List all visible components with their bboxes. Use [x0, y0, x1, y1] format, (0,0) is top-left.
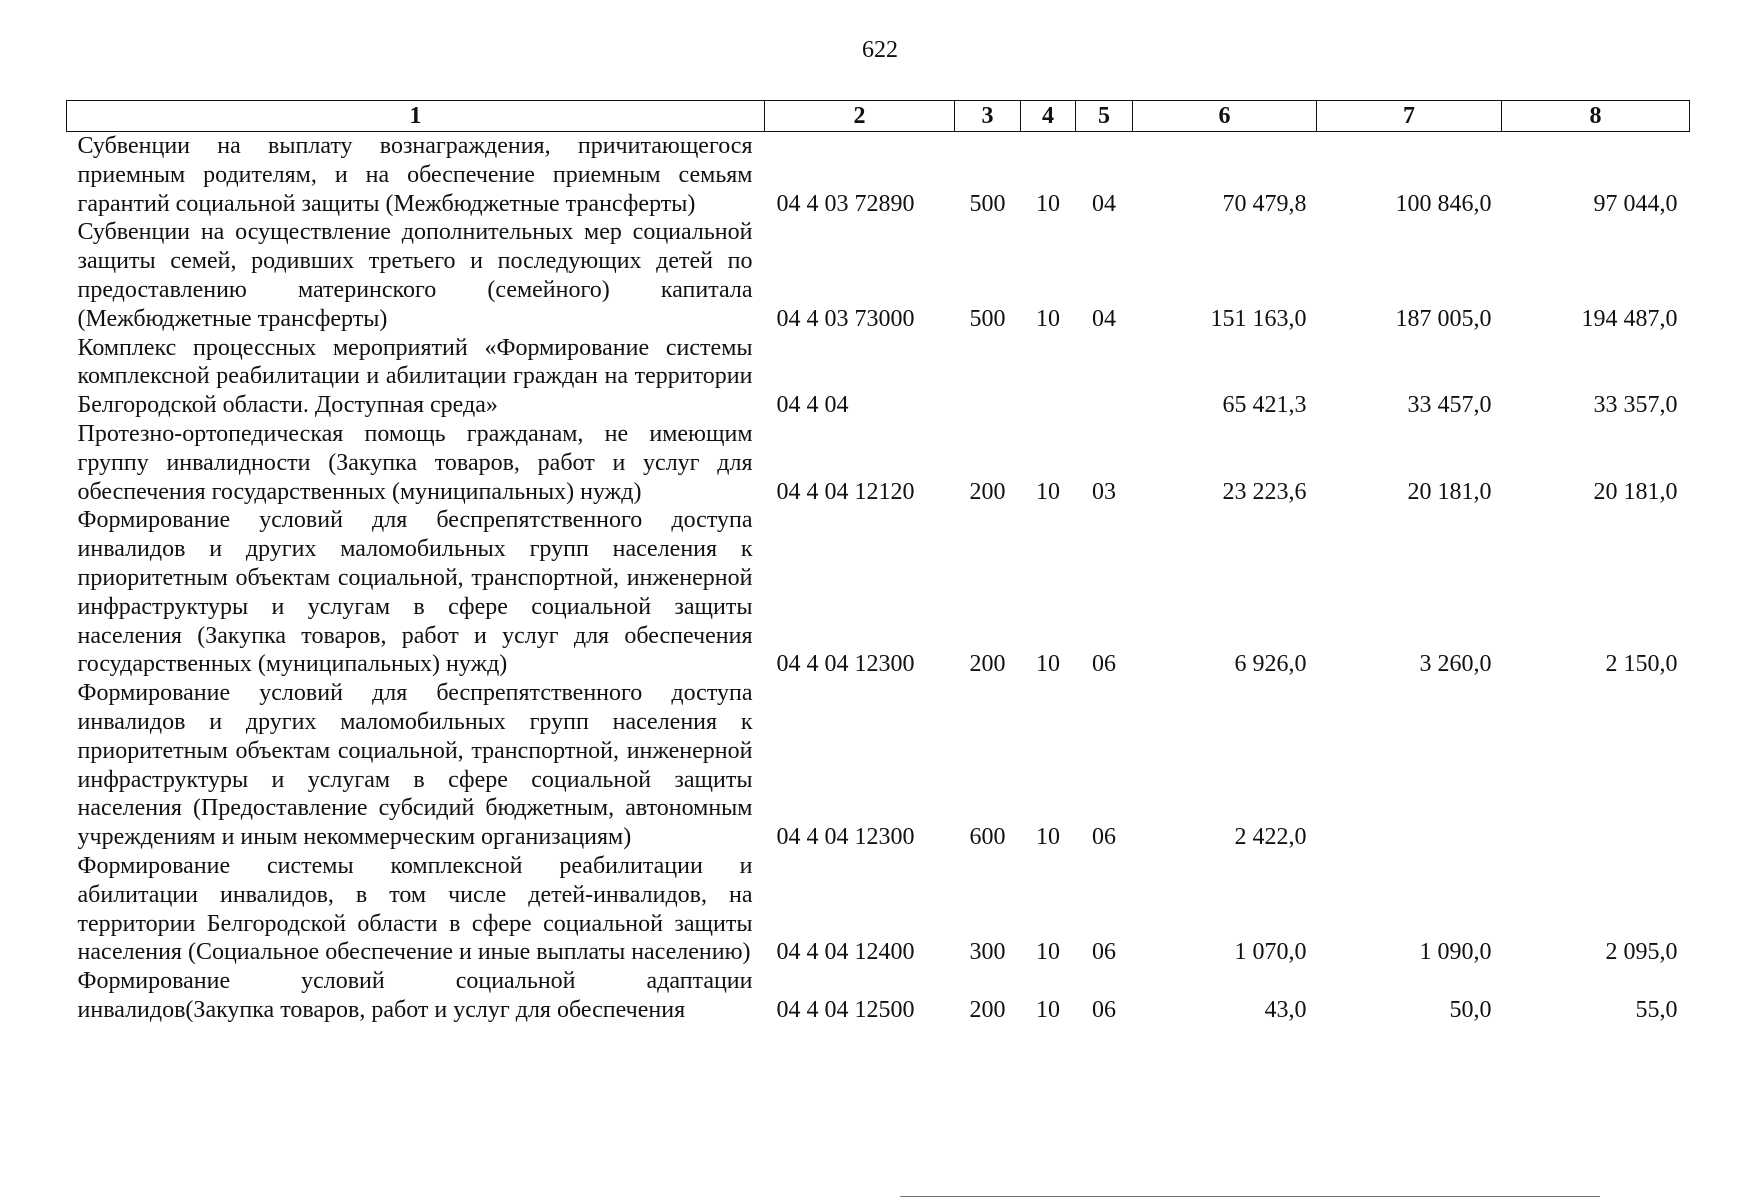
- row-value-8: 33 357,0: [1593, 392, 1678, 419]
- row-subsection: 03: [1092, 478, 1116, 505]
- row-code: 04 4 04 12300: [776, 651, 915, 678]
- row-expense-type: 200: [969, 478, 1006, 505]
- row-value-8: 20 181,0: [1593, 478, 1678, 505]
- table-row: [67, 679, 1690, 852]
- table-row: [67, 218, 1690, 333]
- row-description: Формирование условий для беспрепятственного доступа инвалидов и других маломобильных групп населения к приоритетным объектам социальной, транспортной, инженерной инфраструктуры и услугам в сфере социальной защиты населения (Предоставление субсидий бюджетным, автономным учреждениям и иным некоммерческим организациям): [77, 680, 753, 851]
- row-expense-type: [955, 334, 1021, 420]
- row-value-8: 2 150,0: [1605, 651, 1678, 678]
- row-value-6: 1 070,0: [1234, 939, 1307, 966]
- header-row: [67, 101, 1690, 132]
- row-code: 04 4 04 12300: [776, 824, 915, 851]
- row-subsection: 06: [1092, 824, 1116, 851]
- row-description: Субвенции на осуществление дополнительных мер социальной защиты семей, родивших третьего и последующих детей по предоставлению материнского (семейного) капитала (Межбюджетные трансферты): [77, 219, 753, 332]
- row-code: 04 4 03 73000: [776, 305, 915, 332]
- row-expense-type: 300: [969, 939, 1006, 966]
- row-section: 10: [1036, 190, 1060, 217]
- row-value-6: 23 223,6: [1222, 478, 1307, 505]
- row-code: 04 4 04 12400: [776, 939, 915, 966]
- row-value-7: 50,0: [1449, 996, 1492, 1023]
- page-number: 622: [862, 37, 898, 63]
- row-value-7: 100 846,0: [1395, 190, 1492, 217]
- row-value-8: [1502, 679, 1690, 852]
- row-code: 04 4 04 12120: [776, 478, 915, 505]
- row-subsection: 04: [1092, 190, 1116, 217]
- row-description: Протезно-ортопедическая помощь гражданам, не имеющим группу инвалидности (Закупка товаров, работ и услуг для обеспечения государственных (муниципальных) нужд): [77, 420, 753, 505]
- row-section: 10: [1036, 478, 1060, 505]
- row-section: [1021, 334, 1076, 420]
- table-row: [67, 852, 1690, 967]
- row-value-7: 187 005,0: [1395, 305, 1492, 332]
- row-description: Формирование условий социальной адаптации инвалидов(Закупка товаров, работ и услуг для обеспечения: [77, 968, 753, 1023]
- row-value-7: 33 457,0: [1407, 392, 1492, 419]
- row-value-8: 194 487,0: [1581, 305, 1678, 332]
- row-subsection: 06: [1092, 996, 1116, 1023]
- row-subsection: [1076, 334, 1133, 420]
- row-value-6: 70 479,8: [1222, 190, 1307, 217]
- table-row: [67, 967, 1690, 1025]
- row-value-6: 65 421,3: [1222, 392, 1307, 419]
- row-value-8: 2 095,0: [1605, 939, 1678, 966]
- row-expense-type: 200: [969, 996, 1006, 1023]
- row-description: Формирование системы комплексной реабилитации и абилитации инвалидов, в том числе детей-инвалидов, на территории Белгородской области в сфере социальной защиты населения (Социальное обеспечение и иные выплаты населению): [77, 852, 753, 966]
- row-expense-type: 600: [969, 824, 1006, 851]
- table-row: [67, 420, 1690, 506]
- table-body: [67, 132, 1690, 1025]
- column-header-6: 6: [1133, 101, 1317, 132]
- row-value-8: 97 044,0: [1593, 190, 1678, 217]
- row-section: 10: [1036, 939, 1060, 966]
- row-description: Комплекс процессных мероприятий «Формирование системы комплексной реабилитации и абилитации граждан на территории Белгородской области. Доступная среда»: [77, 334, 753, 419]
- row-subsection: 06: [1092, 939, 1116, 966]
- column-header-5: 5: [1076, 101, 1133, 132]
- row-subsection: 06: [1092, 651, 1116, 678]
- row-expense-type: 200: [969, 651, 1006, 678]
- row-code: 04 4 03 72890: [776, 190, 915, 217]
- row-expense-type: 500: [969, 190, 1006, 217]
- table-header: [67, 101, 1690, 132]
- table-row: [67, 132, 1690, 219]
- row-value-6: 151 163,0: [1210, 305, 1307, 332]
- row-section: 10: [1036, 305, 1060, 332]
- row-value-7: 1 090,0: [1419, 939, 1492, 966]
- column-header-1: 1: [67, 101, 765, 132]
- row-section: 10: [1036, 824, 1060, 851]
- row-section: 10: [1036, 651, 1060, 678]
- row-value-7: 20 181,0: [1407, 478, 1492, 505]
- column-header-2: 2: [765, 101, 955, 132]
- page-bottom-rule: [900, 1196, 1600, 1197]
- row-code: 04 4 04 12500: [776, 996, 915, 1023]
- row-code: 04 4 04: [776, 392, 849, 419]
- column-header-4: 4: [1021, 101, 1076, 132]
- table-row: [67, 334, 1690, 420]
- row-description: Субвенции на выплату вознаграждения, причитающегося приемным родителям, и на обеспечение приемным семьям гарантий социальной защиты (Межбюджетные трансферты): [77, 133, 753, 217]
- row-expense-type: 500: [969, 305, 1006, 332]
- row-section: 10: [1036, 996, 1060, 1023]
- column-header-8: 8: [1502, 101, 1690, 132]
- row-value-7: 3 260,0: [1419, 651, 1492, 678]
- row-value-6: 2 422,0: [1234, 824, 1307, 851]
- row-description: Формирование условий для беспрепятственного доступа инвалидов и других маломобильных групп населения к приоритетным объектам социальной, транспортной, инженерной инфраструктуры и услугам в сфере социальной защиты населения (Закупка товаров, работ и услуг для обеспечения государственных (муниципальных) нужд): [77, 507, 753, 678]
- column-header-7: 7: [1317, 101, 1502, 132]
- row-value-7: [1317, 679, 1502, 852]
- row-value-6: 43,0: [1264, 996, 1307, 1023]
- row-value-6: 6 926,0: [1234, 651, 1307, 678]
- row-value-8: 55,0: [1635, 996, 1678, 1023]
- budget-table: [66, 100, 1690, 1025]
- row-subsection: 04: [1092, 305, 1116, 332]
- table-row: [67, 506, 1690, 679]
- column-header-3: 3: [955, 101, 1021, 132]
